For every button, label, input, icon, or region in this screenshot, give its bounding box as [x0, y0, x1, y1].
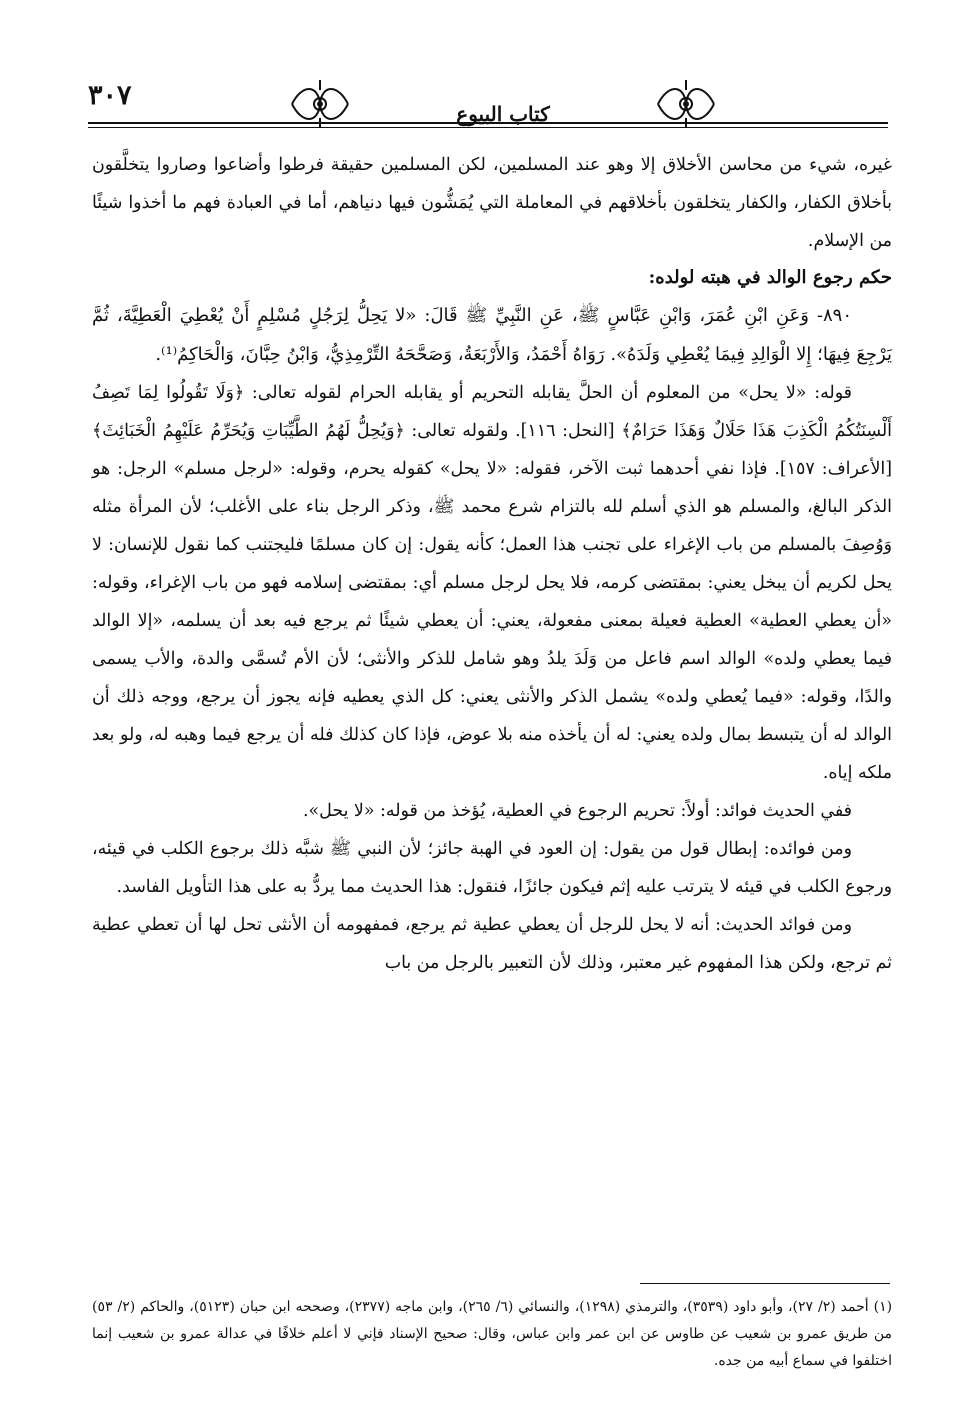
- hadith-text: ٨٩٠- وَعَنِ ابْنِ عُمَرَ، وَابْنِ عَبَّاسٍ ﷺ، عَنِ النَّبِيِّ ﷺ قَالَ: «لا يَحِلُّ لِرَجُلٍ مُسْلِمٍ أَنْ يُعْطِيَ الْعَطِيَّةَ، ثُمَّ يَرْجِعَ فِيهَا؛ إِلا الْوَالِدِ فِيمَا يُعْطِي وَلَدَهُ». رَوَاهُ أَحْمَدُ، وَالأَرْبَعَةُ، وَصَحَّحَهُ التِّرْمِذِيُّ، وَابْنُ حِبَّانَ، وَالْحَاكِمُ⁽¹⁾.: [92, 305, 892, 365]
- book-title: كتاب البيوع: [456, 102, 550, 126]
- commentary-paragraph: قوله: «لا يحل» من المعلوم أن الحلَّ يقابله التحريم أو يقابله الحرام لقوله تعالى: ﴿وَلَا تَقُولُوا لِمَا تَصِفُ أَلْسِنَتُكُمُ الْكَذِبَ هَذَا حَلَالٌ وَهَذَا حَرَامٌ﴾ [النحل: ١١٦]. ولقوله تعالى: ﴿وَيُحِلُّ لَهُمُ الطَّيِّبَاتِ وَيُحَرِّمُ عَلَيْهِمُ الْخَبَائِثَ﴾ [الأعراف: ١٥٧]. فإذا نفي أحدهما ثبت الآخر، فقوله: «لا يحل» كقوله يحرم، وقوله: «لرجل مسلم» الرجل: هو الذكر البالغ، والمسلم هو الذي أسلم لله بالتزام شرع محمد ﷺ، وذكر الرجل بناء على الأغلب؛ لأن المرأة مثله وَوُصِفَ بالمسلم من باب الإغراء على تجنب هذا العمل؛ كأنه يقول: إن كان مسلمًا فليجتنب كما نقول للإنسان: لا يحل لكريم أن يبخل يعني: بمقتضى كرمه، فلا يحل لرجل مسلم أي: بمقتضى إسلامه فهو من باب الإغراء، وقوله: «أن يعطي العطية» العطية فعيلة بمعنى مفعولة، يعني: أن يعطي شيئًا ثم يرجع فيه بعد أن يسلمه، «إلا الوالد فيما يعطي ولده» الوالد اسم فاعل من وَلَدَ يلدُ وهو شامل للذكر والأنثى؛ لأن الأم تُسمَّى والدة، والأب يسمى والدًا، وقوله: «فيما يُعطي ولده» يشمل الذكر والأنثى يعني: كل الذي يعطيه فإنه يجوز أن يرجع، ووجه ذلك أن الوالد له أن يتبسط بمال ولده يعني: له أن يأخذه منه بلا عوض، فإذا كان كذلك فله أن يرجع فيما وهبه له، ولو بعد ملكه إياه.: [92, 383, 892, 783]
- header-rule: [88, 122, 888, 124]
- section-heading: حكم رجوع الوالد في هبته لولده:: [648, 267, 892, 288]
- benefit-paragraph: ومن فوائد الحديث: أنه لا يحل للرجل أن يعطي عطية ثم يرجع، فمفهومه أن الأنثى تحل لها أن تعطي عطية ثم ترجع، ولكن هذا المفهوم غير معتبر، وذلك لأن التعبير بالرجل من باب: [92, 915, 892, 973]
- footnote-separator: [640, 1283, 890, 1284]
- benefit-paragraph: ففي الحديث فوائد: أولاً: تحريم الرجوع في العطية، يُؤخذ من قوله: «لا يحل».: [303, 801, 852, 821]
- main-text: [92, 146, 892, 982]
- paragraph: غيره، شيء من محاسن الأخلاق إلا وهو عند المسلمين، لكن المسلمين حقيقة فرطوا وأضاعوا وصاروا يتخلَّقون بأخلاق الكفار، والكفار يتخلقون بأخلاقهم في المعاملة التي يُمَشُّون فيها دنياهم، أما في العبادة فهم ما أخذوا شيئًا من الإسلام.: [92, 155, 892, 251]
- benefit-paragraph: ومن فوائده: إبطال قول من يقول: إن العود في الهبة جائز؛ لأن النبي ﷺ شبَّه ذلك برجوع الكلب في قيئه، ورجوع الكلب في قيئه لا يترتب عليه إثم فيكون جائزًا، فنقول: هذا الحديث مما يردُّ به على هذا التأويل الفاسد.: [92, 839, 892, 897]
- header-rule-thin: [88, 127, 888, 128]
- footnotes: [92, 1294, 892, 1375]
- footnote: (١) أحمد (٢/ ٢٧)، وأبو داود (٣٥٣٩)، والترمذي (١٢٩٨)، والنسائي (٦/ ٢٦٥)، وابن ماجه (٢٣٧٧)، وصححه ابن حبان (٥١٢٣)، والحاكم (٢/ ٥٣) من طريق عمرو بن شعيب عن طاوس عن ابن عمر وابن عباس، وقال: صحيح الإسناد فإني لا أعلم خلافًا في عدالة عمرو بن شعيب إنما اختلفوا في سماع أبيه من جده.: [92, 1299, 893, 1369]
- page-header: [88, 72, 888, 132]
- page-number: ٣٠٧: [88, 80, 132, 111]
